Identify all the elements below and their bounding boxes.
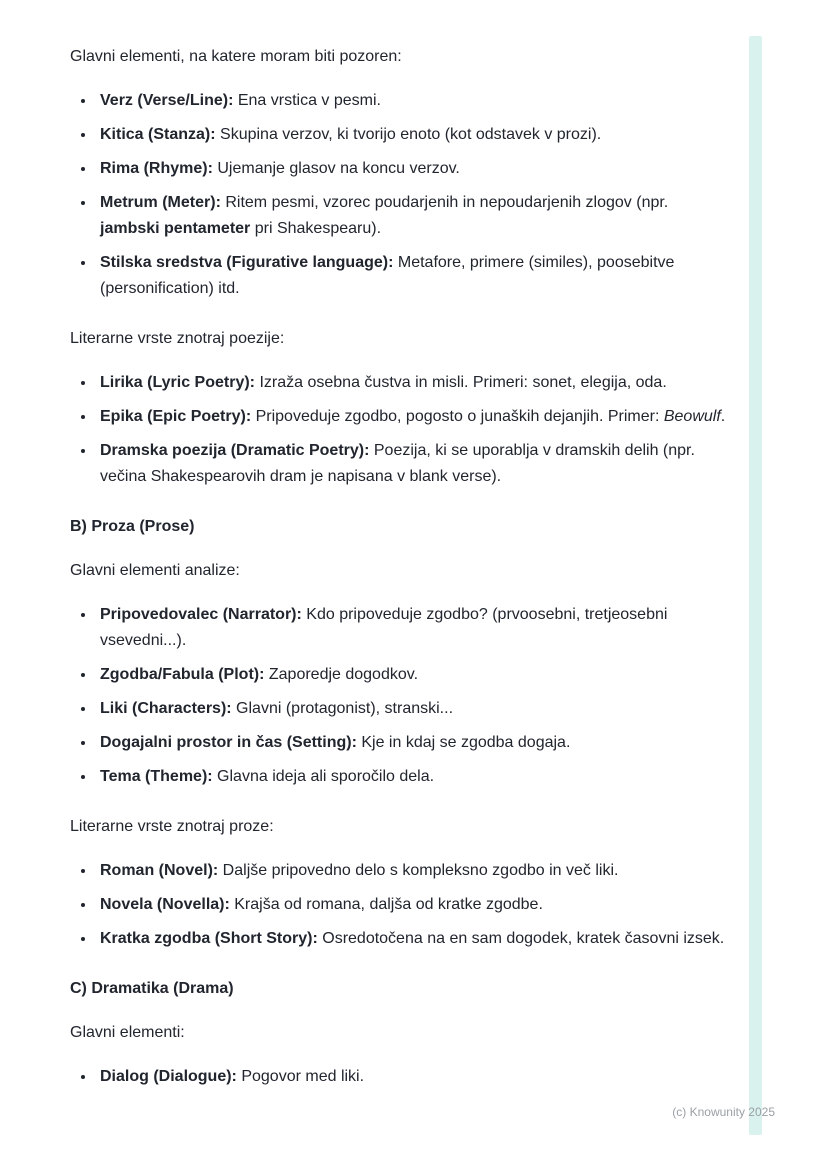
prose-elements-paragraph: Glavni elementi analize: xyxy=(70,562,240,579)
term-definition: Skupina verzov, ki tvorijo enoto (kot odstavek v prozi). xyxy=(215,126,602,143)
term-definition: Osredotočena na en sam dogodek, kratek časovni izsek. xyxy=(317,930,725,947)
term-label: Lirika (Lyric Poetry): xyxy=(100,374,256,391)
list-item xyxy=(96,730,728,756)
term-definition: Kdo pripoveduje zgodbo? (prvoosebni, tretjeosebni vsevedni...). xyxy=(100,606,668,649)
term-definition: Pogovor med liki. xyxy=(236,1068,365,1085)
term-definition: Ujemanje glasov na koncu verzov. xyxy=(212,160,460,177)
term-definition: . xyxy=(720,408,726,425)
term-definition: pri Shakespearu). xyxy=(250,220,382,237)
term-definition: Poezija, ki se uporablja v dramskih delih (npr. večina Shakespearovih dram je napisana v blank verse). xyxy=(100,442,695,485)
list-item xyxy=(96,250,728,302)
term-label: Metrum (Meter): xyxy=(100,194,221,211)
list-item xyxy=(96,122,728,148)
list-item xyxy=(96,438,728,490)
term-definition: Ritem pesmi, vzorec poudarjenih in nepoudarjenih zlogov (npr. xyxy=(220,194,669,211)
term-label: Pripovedovalec (Narrator): xyxy=(100,606,302,623)
prose-types-list xyxy=(70,858,728,952)
term-label: Zgodba/Fabula (Plot): xyxy=(100,666,265,683)
term-definition: Izraža osebna čustva in misli. Primeri: sonet, elegija, oda. xyxy=(255,374,667,391)
term-label: Verz (Verse/Line): xyxy=(100,92,234,109)
term-label: Stilska sredstva (Figurative language): xyxy=(100,254,394,271)
term-definition: Pripoveduje zgodbo, pogosto o junaških dejanjih. Primer: xyxy=(251,408,664,425)
term-definition: Metafore, primere (similes), poosebitve (personification) itd. xyxy=(100,254,675,297)
term-definition: Daljše pripovedno delo s kompleksno zgodbo in več liki. xyxy=(218,862,619,879)
term-definition: Glavna ideja ali sporočilo dela. xyxy=(212,768,435,785)
poetry-elements-list xyxy=(70,88,728,302)
term-label: Kratka zgodba (Short Story): xyxy=(100,930,318,947)
list-item xyxy=(96,696,728,722)
list-item xyxy=(96,892,728,918)
list-item xyxy=(96,662,728,688)
term-definition: Zaporedje dogodkov. xyxy=(264,666,419,683)
term-definition: Glavni (protagonist), stranski... xyxy=(231,700,454,717)
list-item xyxy=(96,88,728,114)
section-heading-prose: B) Proza (Prose) xyxy=(70,518,195,535)
list-item xyxy=(96,370,728,396)
prose-types-paragraph: Literarne vrste znotraj proze: xyxy=(70,818,274,835)
term-definition: Kje in kdaj se zgodba dogaja. xyxy=(356,734,571,751)
list-item xyxy=(96,858,728,884)
list-item xyxy=(96,156,728,182)
drama-elements-paragraph: Glavni elementi: xyxy=(70,1024,185,1041)
list-item xyxy=(96,1064,728,1090)
list-item xyxy=(96,190,728,242)
poetry-types-paragraph: Literarne vrste znotraj poezije: xyxy=(70,330,285,347)
inline-bold-term: jambski pentameter xyxy=(100,220,251,237)
inline-italic-title: Beowulf xyxy=(663,408,721,425)
term-label: Roman (Novel): xyxy=(100,862,219,879)
poetry-types-list xyxy=(70,370,728,490)
term-label: Dogajalni prostor in čas (Setting): xyxy=(100,734,357,751)
term-label: Dramska poezija (Dramatic Poetry): xyxy=(100,442,370,459)
term-label: Rima (Rhyme): xyxy=(100,160,213,177)
prose-elements-list xyxy=(70,602,728,790)
term-label: Epika (Epic Poetry): xyxy=(100,408,252,425)
section-heading-drama: C) Dramatika (Drama) xyxy=(70,980,234,997)
term-label: Liki (Characters): xyxy=(100,700,232,717)
term-label: Tema (Theme): xyxy=(100,768,213,785)
watermark-copyright: (c) Knowunity 2025 xyxy=(672,1105,775,1119)
list-item xyxy=(96,764,728,790)
list-item xyxy=(96,602,728,654)
term-definition: Ena vrstica v pesmi. xyxy=(233,92,381,109)
intro-poetry-paragraph: Glavni elementi, na katere moram biti pozoren: xyxy=(70,48,402,65)
term-definition: Krajša od romana, daljša od kratke zgodbe. xyxy=(229,896,543,913)
term-label: Kitica (Stanza): xyxy=(100,126,216,143)
term-label: Novela (Novella): xyxy=(100,896,230,913)
term-label: Dialog (Dialogue): xyxy=(100,1068,237,1085)
list-item xyxy=(96,926,728,952)
list-item xyxy=(96,404,728,430)
drama-elements-list xyxy=(70,1064,728,1090)
